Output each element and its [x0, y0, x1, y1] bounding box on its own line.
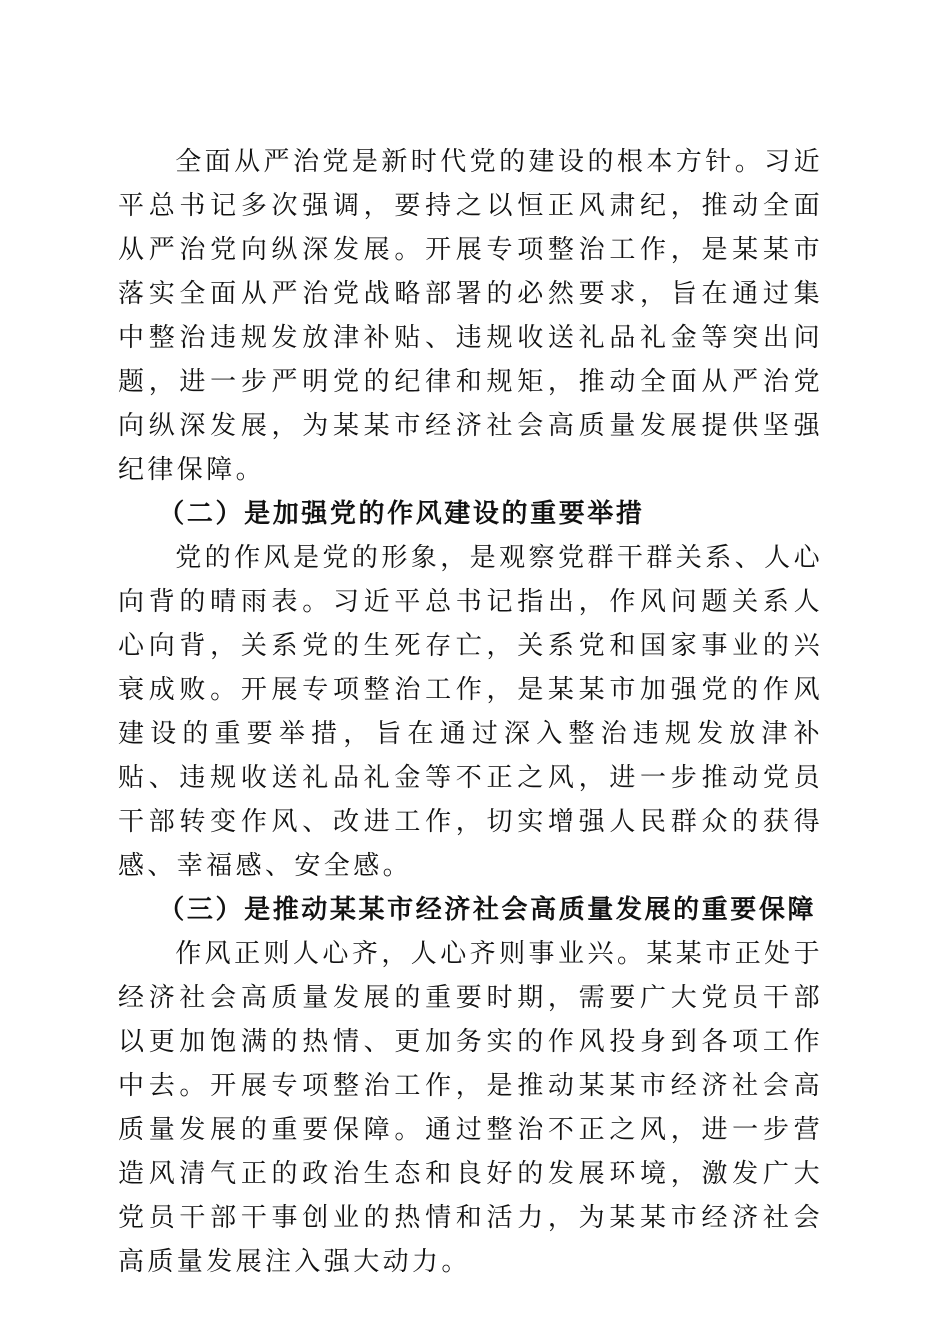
- paragraph-party-style: 党的作风是党的形象，是观察党群干群关系、人心向背的晴雨表。习近平总书记指出，作风问题关系人心向背，关系党的生死存亡，关系党和国家事业的兴衰成败。开展专项整治工作，是某某市加强党的作风建设的重要举措，旨在通过深入整治违规发放津补贴、违规收送礼品礼金等不正之风，进一步推动党员干部转变作风、改进工作，切实增强人民群众的获得感、幸福感、安全感。: [118, 543, 823, 881]
- section-heading-2: （二）是加强党的作风建设的重要举措: [158, 499, 645, 529]
- document-body: [118, 140, 823, 1284]
- section-heading-3: （三）是推动某某市经济社会高质量发展的重要保障: [158, 895, 817, 925]
- paragraph-strict-governance: 全面从严治党是新时代党的建设的根本方针。习近平总书记多次强调，要持之以恒正风肃纪，推动全面从严治党向纵深发展。开展专项整治工作，是某某市落实全面从严治党战略部署的必然要求，旨在通过集中整治违规发放津补贴、违规收送礼品礼金等突出问题，进一步严明党的纪律和规矩，推动全面从严治党向纵深发展，为某某市经济社会高质量发展提供坚强纪律保障。: [118, 147, 823, 485]
- paragraph-high-quality-development: 作风正则人心齐，人心齐则事业兴。某某市正处于经济社会高质量发展的重要时期，需要广大党员干部以更加饱满的热情、更加务实的作风投身到各项工作中去。开展专项整治工作，是推动某某市经济社会高质量发展的重要保障。通过整治不正之风，进一步营造风清气正的政治生态和良好的发展环境，激发广大党员干部干事创业的热情和活力，为某某市经济社会高质量发展注入强大动力。: [118, 939, 823, 1277]
